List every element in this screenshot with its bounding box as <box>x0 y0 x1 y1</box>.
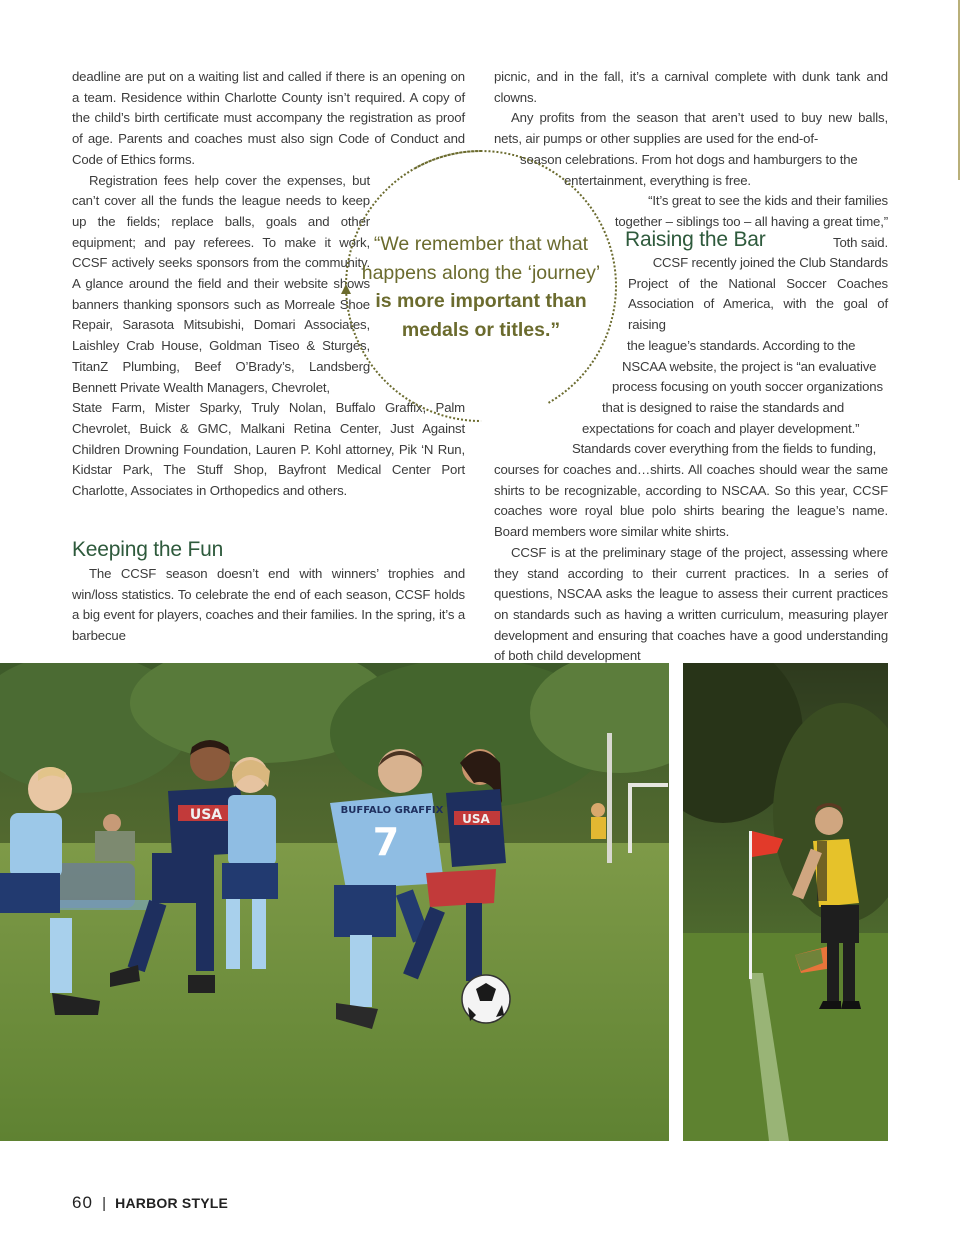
text-line: Kidstar Park, The Stuff Shop, Bayfront Medical Center Port Charlotte, <box>72 462 465 499</box>
text-line: Palm Chevrolet, Buick & GMC, Malkani Retina Center, Just Against <box>72 400 465 436</box>
text-line: that is designed to raise the standards and <box>602 399 845 415</box>
text-line: TitanZ Plumbing, Beef O’Brady’s, Landsberg <box>72 358 370 374</box>
text-line: Code of Ethics forms. <box>72 151 195 167</box>
text-line: The CCSF season doesn’t end with winners’ trophies and win/loss <box>72 566 465 602</box>
text-line: keep up the fields; replace balls, goals and <box>72 193 370 229</box>
text-line: State Farm, Mister Sparky, Truly Nolan, Buffalo Graffix, <box>72 400 436 416</box>
text-line: NSCAA website, the project is “an evaluative <box>622 358 877 374</box>
jersey-number: 7 <box>372 820 400 864</box>
footer-separator: | <box>102 1195 106 1212</box>
text-line: season celebrations. From hot dogs and hamburgers to the <box>520 151 858 167</box>
text-line: balls, nets, air pumps or other supplies are used for the end-of- <box>494 110 888 147</box>
text-line: process focusing on youth soccer organizations <box>612 379 883 395</box>
text-line: asks the league to assess their current practices on standards such as <box>494 586 889 622</box>
text-line: “It’s great to see the kids and their families together <box>614 193 888 229</box>
text-line: deadline are put on a waiting list and called if there is an opening on <box>72 69 465 84</box>
paragraph-profits-body <box>494 108 888 149</box>
paragraph-sponsors-continued <box>72 398 465 502</box>
text-line: the child’s birth certificate must accompany the registration as proof <box>72 110 465 126</box>
text-line: Registration fees help cover the expenses, but <box>89 172 370 188</box>
pullquote <box>350 230 612 344</box>
photo-referee-corner-flag <box>683 663 888 1141</box>
text-line: sponsors such as Morreale Shoe Repair, <box>72 296 370 333</box>
soccer-ball-icon <box>462 975 510 1023</box>
text-block <box>494 460 888 543</box>
text-line: CCSF recently joined the Club Standards <box>652 255 888 270</box>
pullquote-line-bold: medals or titles.” <box>401 318 561 341</box>
text-line: picnic, and in the fall, it’s a carnival complete with dunk tank and clowns. <box>494 69 888 105</box>
text-block <box>494 439 888 460</box>
paragraph-preliminary-stage <box>494 543 888 667</box>
paragraph-profits <box>494 67 888 108</box>
text-line: Associates in Orthopedics and others. <box>130 483 348 499</box>
text-line: Bennett Private Wealth Managers, Chevrolet, <box>72 379 330 395</box>
text-line: Project of the National Soccer Coaches <box>628 275 888 291</box>
text-line: that coaches have a good understanding of both child development <box>494 627 889 664</box>
text-line: the league’s standards. According to the <box>627 337 856 353</box>
text-line: stand according to their current practices. In a series of questions, NSCAA <box>494 565 889 602</box>
pullquote-line: happens along the ‘journey’ <box>361 261 601 284</box>
text-line: the community. A glance around the field <box>72 255 370 292</box>
text-line: of age. Parents and coaches must also sign Code of Conduct and <box>72 131 465 147</box>
text-line: statistics. To celebrate the end of each season, CCSF holds a big event <box>72 586 466 623</box>
paragraph-profits-wrap <box>494 150 888 171</box>
text-line: Children Drowning Foundation, Lauren P. Kohl attorney, Pik ‘N Run, <box>72 441 465 457</box>
photo-illustration <box>0 663 669 1141</box>
page-footer <box>72 1193 228 1213</box>
section-heading-raising-the-bar: Raising the Bar <box>625 228 766 251</box>
paragraph-keeping-the-fun <box>72 564 465 647</box>
page-number: 60 <box>72 1193 93 1212</box>
text-line: coaches wore royal blue polo shirts bearing the league’s name. Board <box>494 503 888 540</box>
text-line: Standards cover everything from the fields to funding, <box>572 441 877 457</box>
text-line: having a written curriculum, measuring player development and ensuring <box>494 606 889 643</box>
text-line: members wore similar white shirts. <box>531 524 730 540</box>
text-block <box>494 419 888 440</box>
text-line: Sarasota Mitsubishi, Domari Associates, <box>122 317 371 333</box>
paragraph-registration <box>72 67 465 171</box>
text-line: Any profits from the season that aren’t used to buy new <box>511 110 859 126</box>
text-line: Laishley Crab House, Goldman Tiseo & Sturges, <box>72 338 370 354</box>
section-heading-keeping-the-fun: Keeping the Fun <box>72 538 224 561</box>
text-line: Association of America, with the goal of raising <box>628 296 888 333</box>
jersey-text-usa: USA <box>189 807 223 823</box>
publication-name: HARBOR STYLE <box>115 1195 229 1211</box>
text-line: other equipment; and pay referees. To make <box>72 213 370 250</box>
jersey-text-sponsor: BUFFALO GRAFFIX <box>340 805 444 816</box>
text-line: expectations for coach and player development.” <box>582 420 860 436</box>
text-line: entertainment, everything is free. <box>564 172 751 188</box>
text-line: – siblings too – all having a great time,” Toth said. <box>665 213 888 250</box>
text-line: it work, CCSF actively seeks sponsors from <box>72 234 370 271</box>
jersey-text-usa: USA <box>462 812 490 826</box>
text-line: courses for coaches and…shirts. All coaches should wear the same <box>494 462 888 478</box>
pullquote-line: “We remember that what <box>373 233 589 255</box>
text-line: shirts to be recognizable, according to NSCAA. So this year, CCSF <box>494 482 888 498</box>
text-line: for players, coaches and their families. In the spring, it’s a barbecue <box>72 607 466 644</box>
text-line: can’t cover all the funds the league needs to <box>72 193 342 209</box>
text-line: a team. Residence within Charlotte County isn’t required. A copy of <box>72 89 465 105</box>
text-line: and their website shows banners thanking <box>72 276 371 312</box>
pullquote-line-bold: is more important than <box>375 290 587 312</box>
photo-illustration <box>683 663 888 1141</box>
paragraph-sponsors <box>72 171 370 399</box>
photo-youth-soccer-game <box>0 663 669 1141</box>
text-line: CCSF is at the preliminary stage of the project, assessing where they <box>494 544 888 581</box>
